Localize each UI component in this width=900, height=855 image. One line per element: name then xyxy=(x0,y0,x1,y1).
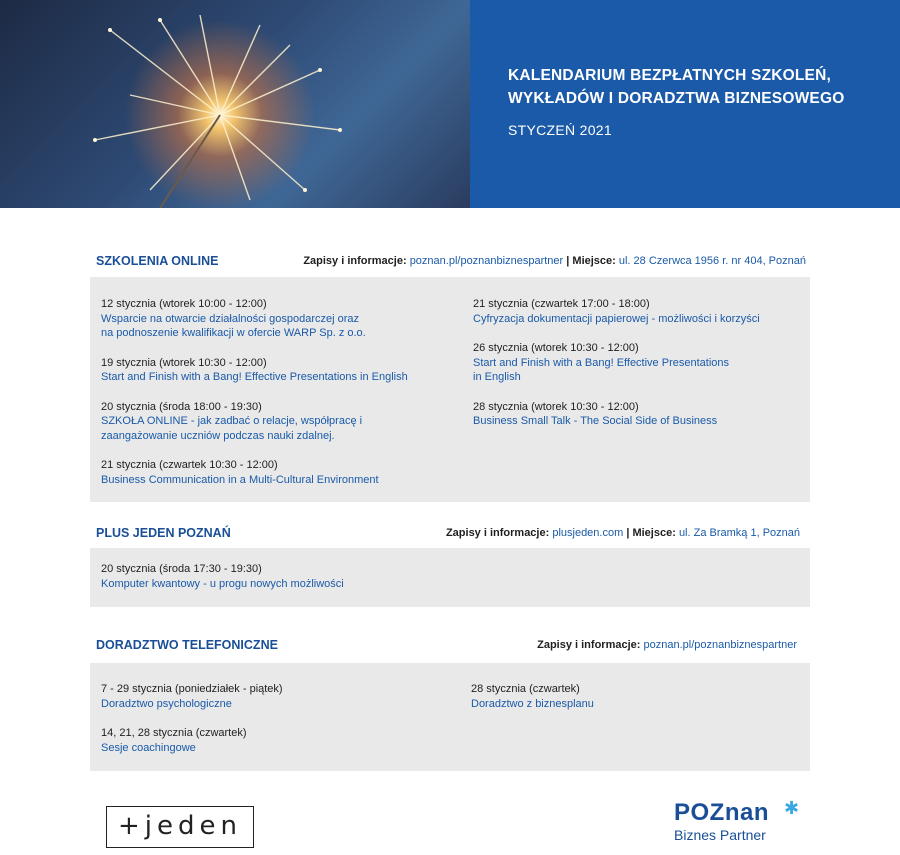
list-item xyxy=(473,400,803,429)
info-label: Zapisy i informacje: xyxy=(537,639,641,651)
hero-banner xyxy=(0,0,900,208)
event-title[interactable]: Business Small Talk - The Social Side of Business xyxy=(473,415,718,427)
event-title[interactable]: Business Communication in a Multi-Cultural Environment xyxy=(101,473,379,486)
event-date: 20 stycznia (środa 18:00 - 19:30) xyxy=(101,400,262,413)
sparkler-photo xyxy=(0,0,470,208)
section-header-plusjeden xyxy=(90,526,810,546)
event-date: 19 stycznia (wtorek 10:30 - 12:00) xyxy=(101,356,267,369)
info-link[interactable]: poznan.pl/poznanbiznespartner xyxy=(409,255,564,267)
list-item xyxy=(471,682,801,711)
sparkler-rays xyxy=(0,0,470,208)
event-title[interactable]: Wsparcie na otwarcie działalności gospodarczej oraz xyxy=(101,312,360,325)
event-title[interactable]: na podnoszenie kwalifikacji w ofercie WARP Sp. z o.o. xyxy=(101,327,366,339)
title-line-2: WYKŁADÓW I DORADZTWA BIZNESOWEGO xyxy=(508,90,845,107)
event-title[interactable]: Start and Finish with a Bang! Effective Presentations xyxy=(473,356,729,369)
info-link[interactable]: plusjeden.com xyxy=(552,527,624,539)
events-left-column xyxy=(101,682,461,770)
event-date: 12 stycznia (wtorek 10:00 - 12:00) xyxy=(101,298,267,310)
hero-title-panel xyxy=(470,0,900,208)
event-date: 28 stycznia (wtorek 10:30 - 12:00) xyxy=(473,400,639,413)
event-title[interactable]: Start and Finish with a Bang! Effective Presentations in English xyxy=(101,371,408,383)
plus-jeden-logo: +jeden xyxy=(106,806,254,848)
place-value: ul. Za Bramką 1, Poznań xyxy=(678,527,800,539)
place-label: | Miejsce: xyxy=(626,527,676,539)
list-item xyxy=(101,562,601,591)
place-value: ul. 28 Czerwca 1956 r. nr 404, Poznań xyxy=(618,255,806,267)
event-date: 20 stycznia (środa 17:30 - 19:30) xyxy=(101,563,262,575)
events-right-column xyxy=(471,682,801,726)
event-title[interactable]: Sesje coachingowe xyxy=(101,741,196,754)
list-item xyxy=(473,341,803,385)
list-item xyxy=(473,297,803,326)
section-box-doradztwo xyxy=(90,663,810,771)
section-title: SZKOLENIA ONLINE xyxy=(96,254,219,268)
logo-main-text: POZnan xyxy=(674,799,770,826)
info-label: Zapisy i informacje: xyxy=(303,255,407,267)
info-label: Zapisy i informacje: xyxy=(445,527,550,539)
list-item xyxy=(101,297,471,341)
place-label: | Miejsce: xyxy=(566,255,616,267)
events-left-column xyxy=(101,297,471,502)
event-date: 7 - 29 stycznia (poniedziałek - piątek) xyxy=(101,683,283,695)
event-title[interactable]: SZKOŁA ONLINE - jak zadbać o relacje, współpracę i xyxy=(101,415,363,427)
logo-sub-text: Biznes Partner xyxy=(674,827,766,843)
event-title[interactable]: Doradztwo z biznesplanu xyxy=(471,697,594,710)
event-date: 14, 21, 28 stycznia (czwartek) xyxy=(101,727,247,739)
event-date: 21 stycznia (czwartek 17:00 - 18:00) xyxy=(473,298,650,310)
list-item xyxy=(101,726,461,755)
event-date: 26 stycznia (wtorek 10:30 - 12:00) xyxy=(473,342,639,354)
event-title[interactable]: Komputer kwantowy - u progu nowych możliwości xyxy=(101,577,344,590)
section-box-plusjeden xyxy=(90,548,810,607)
list-item xyxy=(101,400,471,444)
event-date: 21 stycznia (czwartek 10:30 - 12:00) xyxy=(101,459,278,471)
section-title: PLUS JEDEN POZNAŃ xyxy=(96,526,231,540)
list-item xyxy=(101,682,461,711)
star-icon: ✱ xyxy=(784,798,800,818)
section-header-szkolenia xyxy=(90,254,810,274)
section-box-szkolenia xyxy=(90,277,810,502)
section-title: DORADZTWO TELEFONICZNE xyxy=(96,638,278,652)
section-info xyxy=(303,255,806,267)
event-date: 28 stycznia (czwartek) xyxy=(471,683,580,695)
section-info xyxy=(446,527,800,539)
list-item xyxy=(101,356,471,385)
title-line-1: KALENDARIUM BEZPŁATNYCH SZKOLEŃ, xyxy=(508,67,831,84)
info-link[interactable]: poznan.pl/poznanbiznespartner xyxy=(643,639,797,651)
event-title[interactable]: zaangażowanie uczniów podczas nauki zdalnej. xyxy=(101,429,335,442)
section-header-doradztwo xyxy=(90,638,810,658)
event-title[interactable]: Doradztwo psychologiczne xyxy=(101,697,232,710)
list-item xyxy=(101,458,471,487)
poznan-biznes-partner-logo xyxy=(674,800,804,852)
events-right-column xyxy=(473,297,803,444)
events-left-column xyxy=(101,562,601,606)
section-info xyxy=(537,639,797,651)
event-title[interactable]: in English xyxy=(473,371,521,383)
page-subtitle: STYCZEŃ 2021 xyxy=(508,122,612,138)
event-title[interactable]: Cyfryzacja dokumentacji papierowej - możliwości i korzyści xyxy=(473,312,760,325)
page-title xyxy=(508,64,844,110)
